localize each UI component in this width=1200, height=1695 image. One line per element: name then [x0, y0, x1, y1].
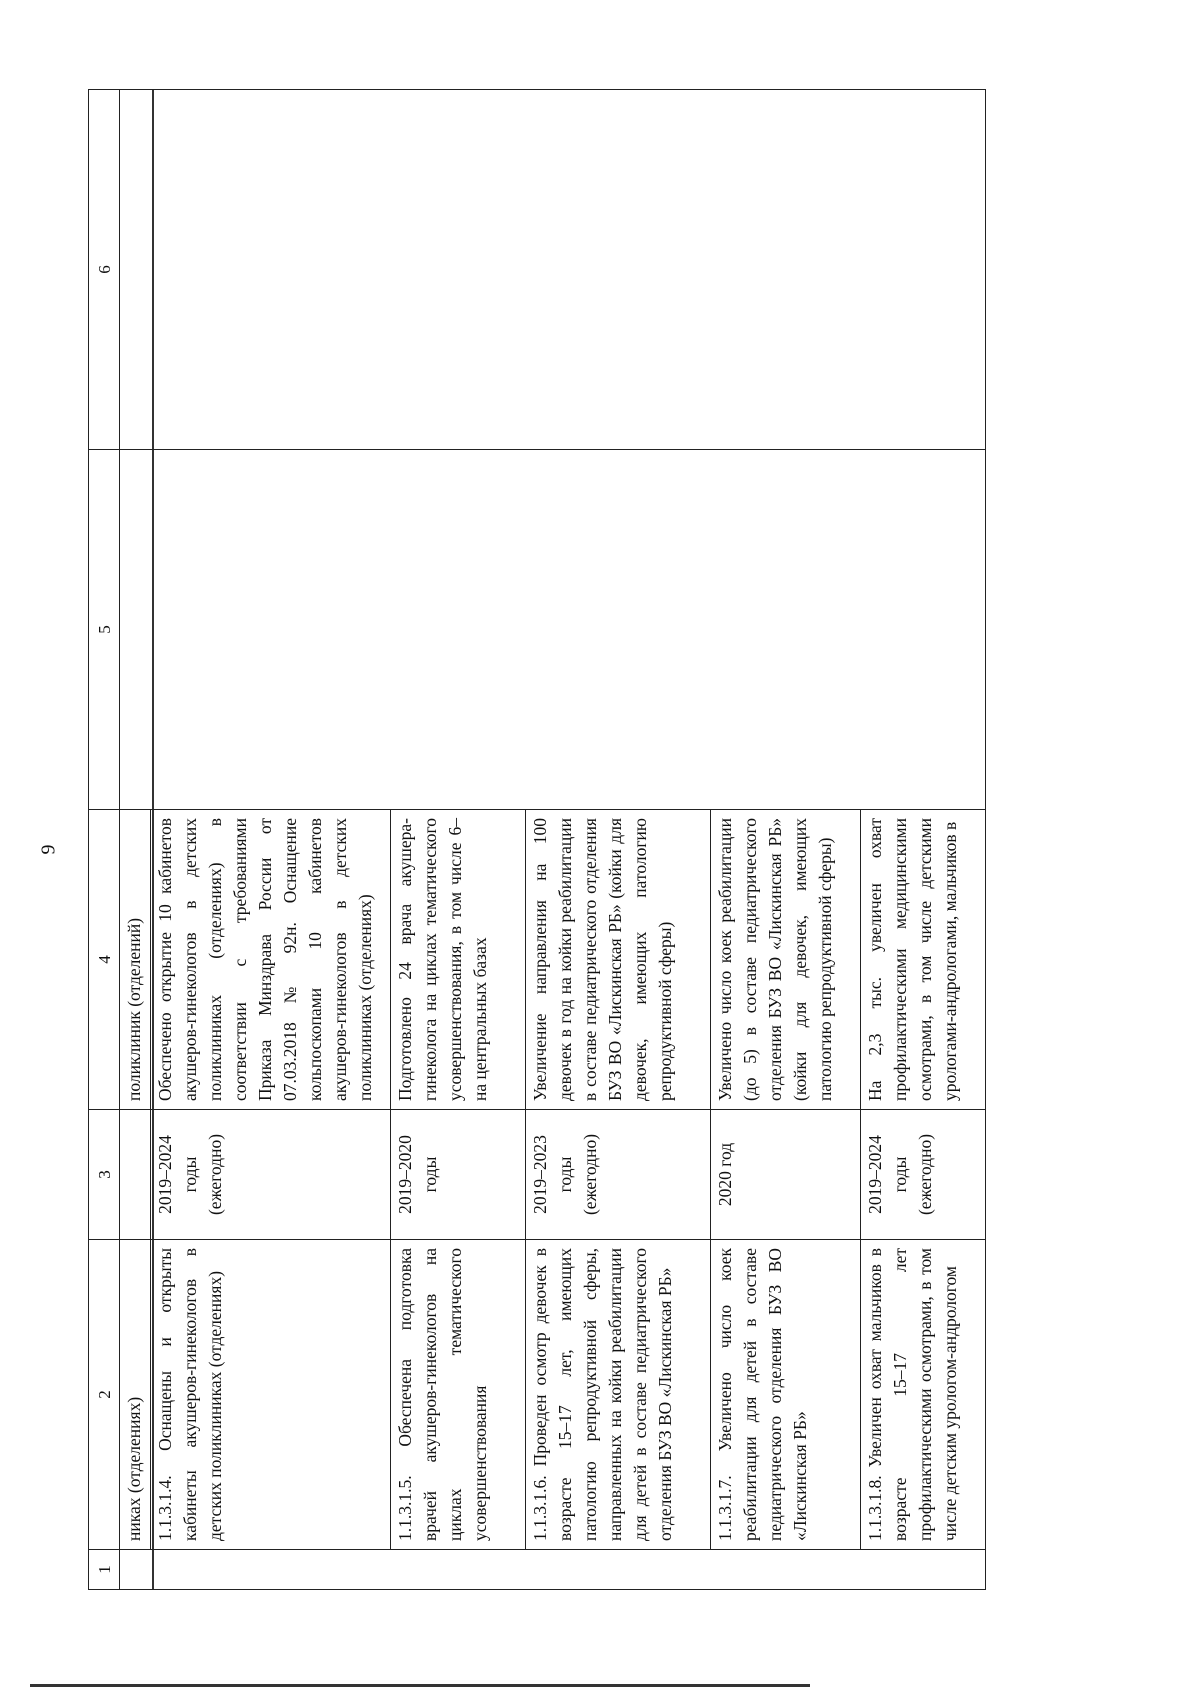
measure-1-1-3-1-5: 1.1.3.1.5. Обеспечена подготовка врачей акушеров-гинекологов на циклах тематического усовершенствования: [391, 1240, 526, 1550]
column-number-row: [89, 90, 120, 1590]
column-number-3: 3: [89, 1110, 120, 1240]
table-row: [120, 90, 151, 1590]
column-number-1: 1: [89, 1550, 120, 1590]
column-number-2: 2: [89, 1240, 120, 1550]
continuation-col2: никах (отделениях): [120, 1240, 151, 1550]
page-number: 9: [37, 844, 60, 855]
continuation-col4: поликлиник (отделений): [120, 810, 151, 1110]
column-number-6: 6: [89, 90, 120, 450]
column-number-5: 5: [89, 450, 120, 810]
page-bottom-line: [30, 1684, 810, 1687]
column-1-cell: [120, 1550, 986, 1590]
measure-1-1-3-1-6: 1.1.3.1.6. Проведен осмотр девочек в возрасте 15–17 лет, имеющих патологию репродуктивной сферы, направленных на койки реабилитации для детей в составе педиатрического отделения БУЗ ВО «Лискинская РБ»: [526, 1240, 711, 1550]
period-1-1-3-1-4: 2019–2024 годы (ежегодно): [151, 1110, 391, 1240]
result-1-1-3-1-8: На 2,3 тыс. увеличен охват профилактическими медицинскими осмотрами, в том числе детскими урологами-андрологами, мальчиков в: [861, 810, 986, 1110]
measure-1-1-3-1-4: 1.1.3.1.4. Оснащены и открыты кабинеты акушеров-гинекологов в детских поликлиниках (отделениях): [151, 1240, 391, 1550]
measure-1-1-3-1-7: 1.1.3.1.7. Увеличено число коек реабилитации для детей в составе педиатрического отделения БУЗ ВО «Лискинская РБ»: [711, 1240, 861, 1550]
result-1-1-3-1-4: Обеспечено открытие 10 кабинетов акушеров-гинекологов в детских поликлиниках (отделениях) в соответствии с требованиями Приказа Минздрава России от 07.03.2018 № 92н. Оснащение кольпоскопами 10 кабинетов акушеров-гинекологов в детских поликлиниках (отделениях): [151, 810, 391, 1110]
period-1-1-3-1-8: 2019–2024 годы (ежегодно): [861, 1110, 986, 1240]
measure-1-1-3-1-8: 1.1.3.1.8. Увеличен охват мальчиков в возрасте 15–17 лет профилактическими осмотрами, в том числе детским урологом-андрологом: [861, 1240, 986, 1550]
column-6-cell: [120, 90, 986, 450]
period-1-1-3-1-5: 2019–2020 годы: [391, 1110, 526, 1240]
result-1-1-3-1-5: Подготовлено 24 врача акушера-гинеколога на циклах тематического усовершенствования, в том числе 6–на центральных базах: [391, 810, 526, 1110]
period-1-1-3-1-6: 2019–2023 годы (ежегодно): [526, 1110, 711, 1240]
result-1-1-3-1-7: Увеличено число коек реабилитации (до 5) в составе педиатрического отделения БУЗ ВО «Лискинская РБ» (койки для девочек, имеющих патологию репродуктивной сферы): [711, 810, 861, 1110]
period-1-1-3-1-7: 2020 год: [711, 1110, 861, 1240]
continuation-col3: [120, 1110, 151, 1240]
plan-table: [88, 89, 986, 1590]
result-1-1-3-1-6: Увеличение направления на 100 девочек в год на койки реабилитации в составе педиатрического отделения БУЗ ВО «Лискинская РБ» (койки для девочек, имеющих патологию репродуктивной сферы): [526, 810, 711, 1110]
column-5-cell: [120, 450, 986, 810]
column-number-4: 4: [89, 810, 120, 1110]
rotated-table-container: [88, 90, 1118, 1590]
